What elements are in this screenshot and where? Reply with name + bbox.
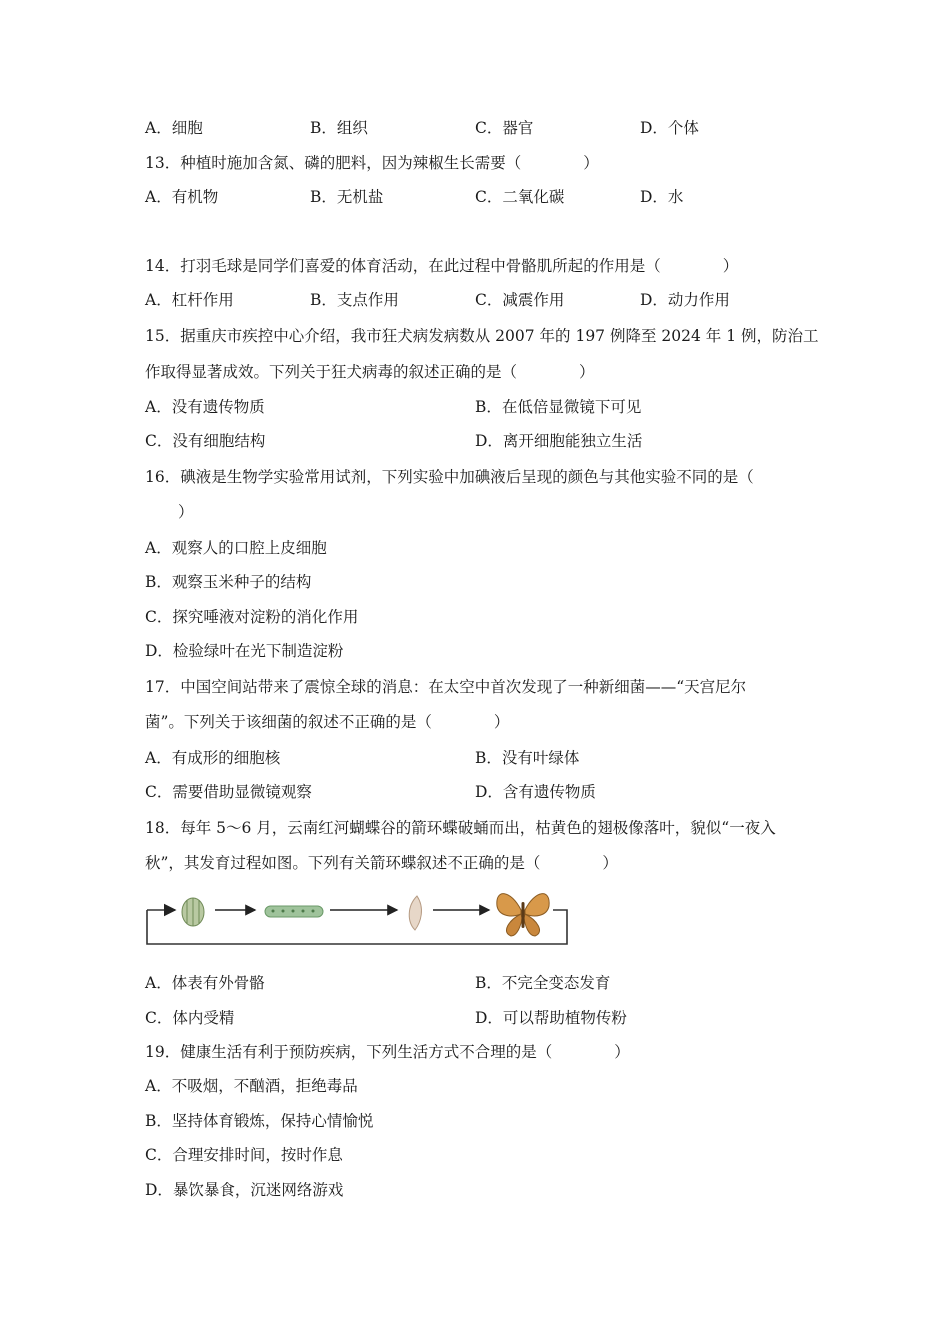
q17-option-c: C．需要借助显微镜观察 [145, 783, 312, 801]
q14-stem: 14．打羽毛球是同学们喜爱的体育活动，在此过程中骨骼肌所起的作用是（ ） [145, 257, 739, 275]
q12-option-c: C．器官 [475, 119, 534, 137]
q12-option-a: A．细胞 [145, 119, 203, 137]
q18-stem-line1: 18．每年 5～6 月，云南红河蝴蝶谷的箭环蝶破蛹而出，枯黄色的翅极像落叶，貌似“一夜入 [145, 819, 776, 837]
butterfly-lifecycle-figure [145, 886, 570, 948]
adult-butterfly-icon [497, 894, 549, 936]
q15-option-c: C．没有细胞结构 [145, 432, 266, 450]
q18-option-a: A．体表有外骨骼 [145, 974, 265, 992]
q15-stem-line1: 15．据重庆市疾控中心介绍，我市狂犬病发病数从 2007 年的 197 例降至 2024 年 1 例，防治工 [145, 327, 819, 345]
q18-option-b: B．不完全变态发育 [475, 974, 611, 992]
q15-stem-line2: 作取得显著成效。下列关于狂犬病毒的叙述正确的是（ ） [145, 363, 595, 381]
q15-option-d: D．离开细胞能独立生活 [475, 432, 643, 450]
q14-option-d: D．动力作用 [640, 291, 730, 309]
q16-option-c: C．探究唾液对淀粉的消化作用 [145, 608, 359, 626]
q19-option-c: C．合理安排时间，按时作息 [145, 1146, 343, 1164]
q16-stem-line1: 16．碘液是生物学实验常用试剂，下列实验中加碘液后呈现的颜色与其他实验不同的是（ [145, 468, 754, 486]
q16-option-a: A．观察人的口腔上皮细胞 [145, 539, 327, 557]
q12-option-b: B．组织 [310, 119, 368, 137]
q17-stem-line1: 17．中国空间站带来了震惊全球的消息：在太空中首次发现了一种新细菌——“天宫尼尔 [145, 678, 747, 696]
q13-stem: 13．种植时施加含氮、磷的肥料，因为辣椒生长需要（ ） [145, 154, 599, 172]
q13-option-b: B．无机盐 [310, 188, 384, 206]
q15-option-a: A．没有遗传物质 [145, 398, 265, 416]
q19-option-d: D．暴饮暴食，沉迷网络游戏 [145, 1181, 344, 1199]
q17-option-a: A．有成形的细胞核 [145, 749, 281, 767]
pupa-icon [409, 896, 421, 930]
q12-option-d: D．个体 [640, 119, 699, 137]
q18-option-d: D．可以帮助植物传粉 [475, 1009, 627, 1027]
lifecycle-diagram [145, 886, 570, 948]
q16-option-d: D．检验绿叶在光下制造淀粉 [145, 642, 344, 660]
q16-stem-line2: ） [178, 503, 194, 521]
q19-option-b: B．坚持体育锻炼，保持心情愉悦 [145, 1112, 374, 1130]
q17-option-d: D．含有遗传物质 [475, 783, 596, 801]
q13-option-a: A．有机物 [145, 188, 219, 206]
q13-option-d: D．水 [640, 188, 684, 206]
q19-stem: 19．健康生活有利于预防疾病，下列生活方式不合理的是（ ） [145, 1043, 630, 1061]
q18-option-c: C．体内受精 [145, 1009, 235, 1027]
q18-stem-line2: 秋”，其发育过程如图。下列有关箭环蝶叙述不正确的是（ ） [145, 854, 618, 872]
larva-icon [265, 906, 323, 917]
q13-option-c: C．二氧化碳 [475, 188, 565, 206]
q16-option-b: B．观察玉米种子的结构 [145, 573, 312, 591]
q17-option-b: B．没有叶绿体 [475, 749, 580, 767]
q17-stem-line2: 菌”。下列关于该细菌的叙述不正确的是（ ） [145, 713, 510, 731]
q14-option-c: C．减震作用 [475, 291, 565, 309]
q14-option-b: B．支点作用 [310, 291, 399, 309]
q14-option-a: A．杠杆作用 [145, 291, 234, 309]
q15-option-b: B．在低倍显微镜下可见 [475, 398, 642, 416]
egg-icon [182, 898, 204, 926]
q19-option-a: A．不吸烟，不酗酒，拒绝毒品 [145, 1077, 358, 1095]
